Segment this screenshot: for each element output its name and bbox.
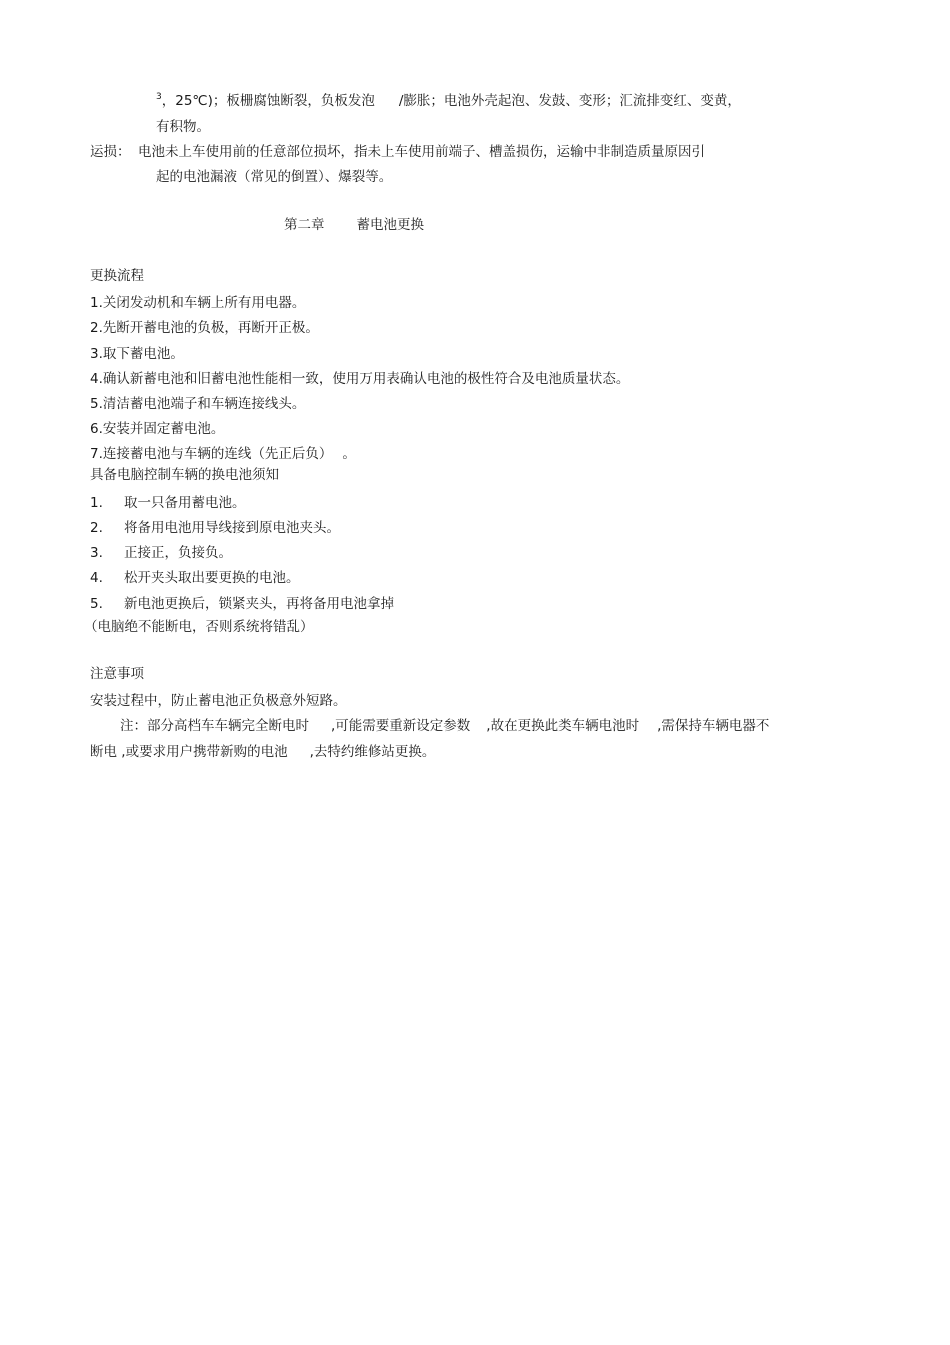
list-item-number: 2. — [90, 520, 103, 536]
chapter-title: 蓄电池更换 — [356, 217, 424, 233]
transport-damage-label: 运损： — [90, 144, 131, 160]
procedure-step: 2.先断开蓄电池的负极，再断开正极。 — [90, 320, 319, 336]
continuation-text-b: /膨胀；电池外壳起泡、发鼓、变形；汇流排变红、变黄， — [398, 93, 741, 109]
procedure-step: 1.关闭发动机和车辆上所有用电器。 — [90, 295, 306, 311]
note-segment: 断电 ,或要求用户携带新购的电池 — [90, 744, 288, 760]
precautions-line-1: 安装过程中，防止蓄电池正负极意外短路。 — [90, 693, 347, 709]
note-segment: ,去特约维修站更换。 — [309, 744, 436, 760]
continuation-text-a: ，25℃)；板栅腐蚀断裂，负板发泡 — [161, 93, 375, 109]
procedure-step: 5.清洁蓄电池端子和车辆连接线头。 — [90, 396, 306, 412]
list-item — [90, 595, 394, 613]
list-item-text: 取一只备用蓄电池。 — [124, 495, 246, 511]
computer-cars-note: （电脑绝不能断电，否则系统将错乱） — [84, 619, 314, 635]
procedure-step: 6.安装并固定蓄电池。 — [90, 421, 225, 437]
list-item-text: 正接正，负接负。 — [124, 545, 232, 561]
procedure-step: 3.取下蓄电池。 — [90, 346, 184, 362]
list-item-number: 5. — [90, 596, 103, 612]
transport-damage-text-1: 电池未上车使用前的任意部位损坏，指未上车使用前端子、槽盖损伤，运输中非制造质量原因引 — [138, 144, 705, 160]
transport-damage-text-2: 起的电池漏液（常见的倒置）、爆裂等。 — [156, 169, 393, 185]
list-item-text: 将备用电池用导线接到原电池夹头。 — [124, 520, 340, 536]
chapter-heading — [284, 216, 424, 234]
list-item-number: 1. — [90, 495, 103, 511]
list-item — [90, 569, 300, 587]
list-item — [90, 544, 232, 562]
procedure-step-text: 7.连接蓄电池与车辆的连线（先正后负） — [90, 446, 333, 462]
procedure-step: 4.确认新蓄电池和旧蓄电池性能相一致，使用万用表确认电池的极性符合及电池质量状态。 — [90, 371, 630, 387]
list-item — [90, 494, 246, 512]
procedure-heading: 更换流程 — [90, 268, 144, 284]
note-segment: ,故在更换此类车辆电池时 — [486, 718, 640, 734]
precautions-heading: 注意事项 — [90, 666, 144, 682]
chapter-number: 第二章 — [284, 217, 325, 233]
list-item-number: 4. — [90, 570, 103, 586]
list-item-text: 松开夹头取出要更换的电池。 — [124, 570, 300, 586]
note-segment: ,可能需要重新设定参数 — [331, 718, 471, 734]
procedure-step-period: 。 — [342, 446, 356, 462]
superscript: 3 — [156, 92, 162, 102]
list-item-text: 新电池更换后，锁紧夹头，再将备用电池拿掉 — [124, 596, 394, 612]
precautions-note-line-1 — [120, 717, 769, 735]
procedure-step — [90, 445, 356, 463]
note-segment: 注：部分高档车车辆完全断电时 — [120, 718, 309, 734]
computer-cars-heading: 具备电脑控制车辆的换电池须知 — [90, 467, 279, 483]
note-segment: ,需保持车辆电器不 — [657, 718, 770, 734]
list-item — [90, 519, 340, 537]
continuation-line-1 — [156, 92, 741, 112]
continuation-line-2: 有积物。 — [156, 119, 210, 135]
list-item-number: 3. — [90, 545, 103, 561]
precautions-note-line-2 — [90, 743, 435, 761]
